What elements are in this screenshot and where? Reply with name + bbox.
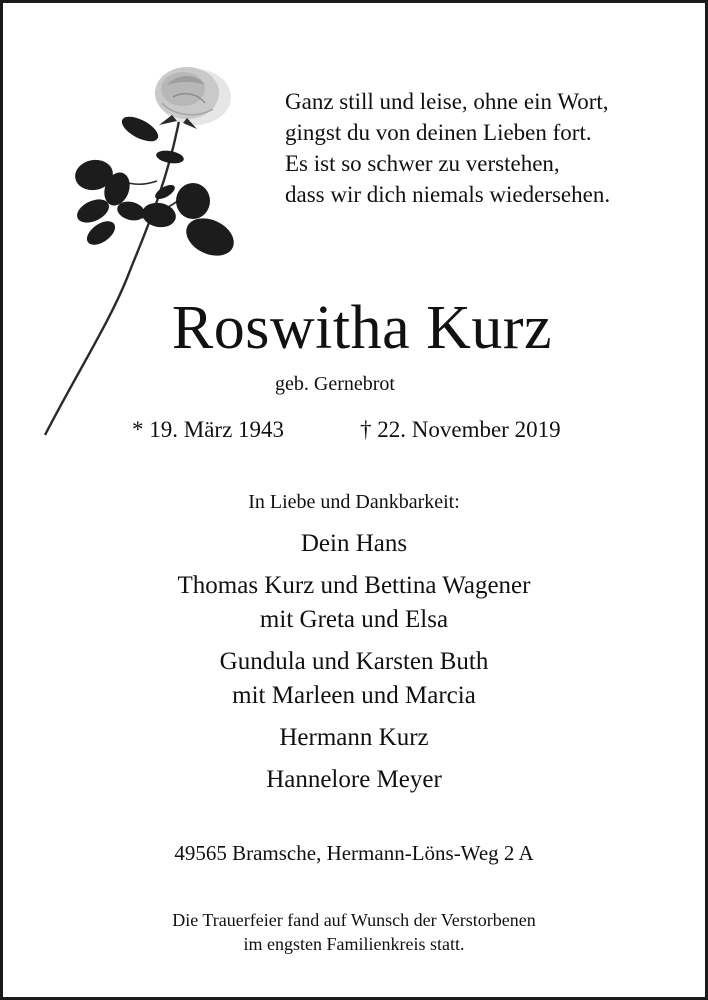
funeral-note (3, 908, 705, 956)
mourner-line: Thomas Kurz und Bettina Wagener (177, 572, 531, 599)
poem-line: gingst du von deinen Lieben fort. (285, 120, 592, 145)
mourner-group (3, 721, 705, 755)
mourner-line: mit Marleen und Marcia (232, 682, 476, 709)
mourner-group (3, 763, 705, 797)
mourner-line: Hannelore Meyer (266, 766, 442, 793)
rose-icon (37, 63, 247, 441)
mourner-group (3, 569, 705, 637)
mourner-group (3, 645, 705, 713)
mourner-line: mit Greta und Elsa (259, 606, 449, 633)
maiden-name: geb. Gernebrot (275, 373, 395, 395)
mourner-line: Hermann Kurz (279, 724, 429, 751)
poem-line: Es ist so schwer zu verstehen, (285, 151, 560, 176)
poem-line: dass wir dich niemals wiedersehen. (285, 182, 611, 207)
death-date: † 22. November 2019 (360, 417, 561, 442)
funeral-note-line: Die Trauerfeier fand auf Wunsch der Verstorbenen (172, 910, 536, 930)
mourner-group (3, 527, 705, 561)
address: 49565 Bramsche, Hermann-Löns-Weg 2 A (174, 841, 534, 865)
mourner-line: Gundula und Karsten Buth (219, 648, 489, 675)
funeral-note-line: im engsten Familienkreis statt. (243, 934, 465, 954)
mourners-list (3, 527, 705, 805)
deceased-name: Roswitha Kurz (171, 294, 553, 362)
mourner-line: Dein Hans (300, 530, 408, 557)
poem-line: Ganz still und leise, ohne ein Wort, (285, 89, 609, 114)
poem (285, 86, 685, 210)
mourners-intro: In Liebe und Dankbarkeit: (248, 491, 460, 513)
birth-date: * 19. März 1943 (132, 417, 285, 442)
